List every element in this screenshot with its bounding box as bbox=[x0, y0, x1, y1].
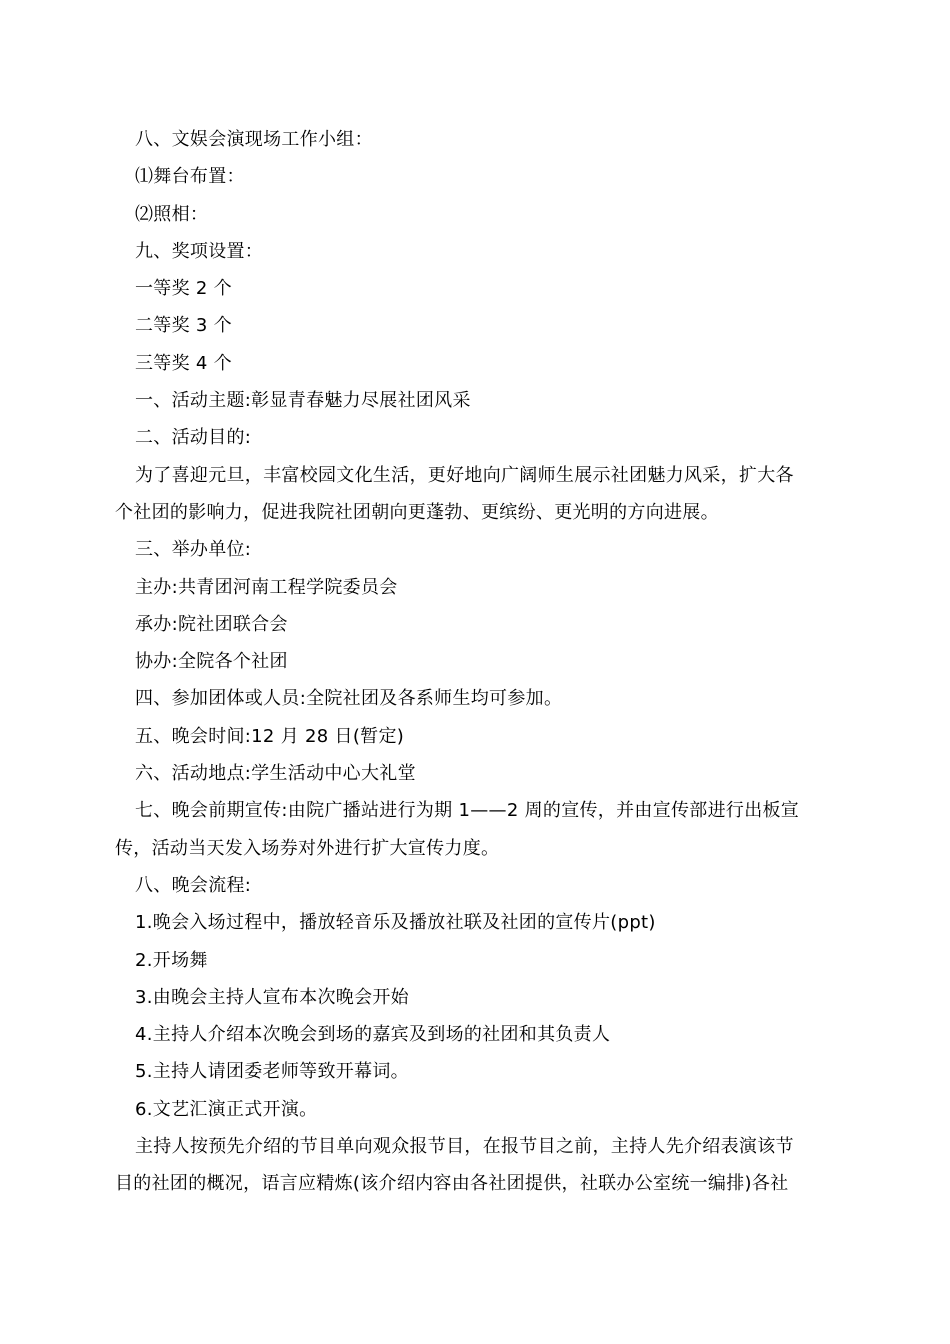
text-line: 6.文艺汇演正式开演。 bbox=[135, 1098, 318, 1120]
text-line: 二、活动目的: bbox=[135, 427, 252, 449]
text-line: 七、晚会前期宣传:由院广播站进行为期 1——2 周的宣传，并由宣传部进行出板宣 bbox=[135, 800, 800, 822]
text-line: 主持人按预先介绍的节目单向观众报节目，在报节目之前，主持人先介绍表演该节 bbox=[135, 1136, 794, 1158]
text-line: 一等奖 2 个 bbox=[135, 278, 232, 300]
text-line: 八、晚会流程: bbox=[135, 874, 252, 896]
text-line: ⑵照相： bbox=[135, 203, 209, 225]
text-line: 传，活动当天发入场券对外进行扩大宣传力度。 bbox=[115, 837, 500, 859]
text-line: 2.开场舞 bbox=[135, 949, 208, 971]
text-line: 目的社团的概况，语言应精炼(该介绍内容由各社团提供，社联办公室统一编排)各社 bbox=[115, 1173, 789, 1195]
text-line: 3.由晚会主持人宣布本次晚会开始 bbox=[135, 986, 409, 1008]
text-line: 四、参加团体或人员:全院社团及各系师生均可参加。 bbox=[135, 688, 563, 710]
text-line: 1.晚会入场过程中，播放轻音乐及播放社联及社团的宣传片(ppt) bbox=[135, 912, 656, 934]
text-line: 九、奖项设置： bbox=[135, 240, 264, 262]
text-line: 5.主持人请团委老师等致开幕词。 bbox=[135, 1061, 409, 1083]
text-line: 五、晚会时间:12 月 28 日(暂定) bbox=[135, 725, 405, 747]
text-line: 为了喜迎元旦，丰富校园文化生活，更好地向广阔师生展示社团魅力风采，扩大各 bbox=[135, 464, 794, 486]
text-line: 八、文娱会演现场工作小组： bbox=[135, 129, 373, 150]
text-line: 一、活动主题:彰显青春魅力尽展社团风采 bbox=[135, 390, 471, 412]
text-line: 承办:院社团联合会 bbox=[135, 613, 288, 635]
text-line: 个社团的影响力，促进我院社团朝向更蓬勃、更缤纷、更光明的方向进展。 bbox=[115, 501, 719, 523]
text-line: 三等奖 4 个 bbox=[135, 352, 232, 374]
text-line: 4.主持人介绍本次晚会到场的嘉宾及到场的社团和其负责人 bbox=[135, 1024, 611, 1046]
text-line: 六、活动地点:学生活动中心大礼堂 bbox=[135, 763, 416, 785]
text-line: 协办:全院各个社团 bbox=[135, 651, 288, 673]
document-body bbox=[115, 121, 837, 1203]
text-line: 二等奖 3 个 bbox=[135, 315, 232, 337]
text-line: 三、举办单位: bbox=[135, 539, 252, 561]
text-line: 主办:共青团河南工程学院委员会 bbox=[135, 576, 398, 598]
text-line: ⑴舞台布置： bbox=[135, 166, 245, 188]
